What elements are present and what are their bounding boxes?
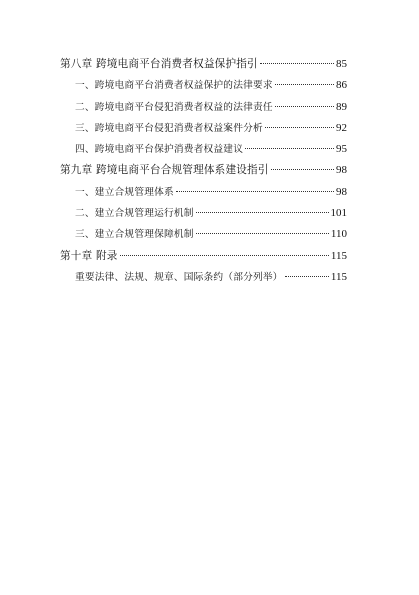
toc-dot-leader bbox=[196, 212, 329, 213]
toc-page-number: 98 bbox=[336, 185, 347, 198]
toc-entry-section[interactable] bbox=[60, 203, 347, 224]
toc-entry-title: 三、建立合规管理保障机制 bbox=[75, 229, 194, 241]
toc-page-number: 110 bbox=[330, 228, 347, 241]
toc-entry-section[interactable] bbox=[60, 139, 347, 160]
toc-dot-leader bbox=[196, 233, 329, 234]
toc-entry-section[interactable] bbox=[60, 75, 347, 96]
toc-entry-title: 二、建立合规管理运行机制 bbox=[75, 208, 194, 220]
toc-page-number: 89 bbox=[336, 100, 347, 113]
toc-page-number: 98 bbox=[336, 164, 347, 177]
toc-dot-leader bbox=[271, 169, 334, 170]
toc-dot-leader bbox=[120, 255, 329, 256]
toc-entry-title: 第十章 附录 bbox=[60, 249, 118, 262]
toc-entry-title: 三、跨境电商平台侵犯消费者权益案件分析 bbox=[75, 122, 263, 134]
toc-entry-chapter-9[interactable] bbox=[60, 160, 347, 181]
toc-dot-leader bbox=[245, 148, 334, 149]
toc-dot-leader bbox=[285, 276, 329, 277]
toc-entry-section[interactable] bbox=[60, 118, 347, 139]
toc-entry-title: 第九章 跨境电商平台合规管理体系建设指引 bbox=[60, 164, 269, 177]
toc-entry-section[interactable] bbox=[60, 267, 347, 288]
toc-entry-section[interactable] bbox=[60, 224, 347, 245]
toc-entry-title: 重要法律、法规、规章、国际条约（部分列举） bbox=[75, 271, 283, 283]
toc-dot-leader bbox=[275, 84, 334, 85]
toc-entry-section[interactable] bbox=[60, 182, 347, 203]
toc-page-number: 86 bbox=[336, 79, 347, 92]
toc-entry-title: 四、跨境电商平台保护消费者权益建议 bbox=[75, 144, 244, 156]
toc-entry-section[interactable] bbox=[60, 97, 347, 118]
toc-page-number: 115 bbox=[330, 249, 347, 262]
toc-dot-leader bbox=[275, 106, 334, 107]
toc-entry-chapter-8[interactable] bbox=[60, 54, 347, 75]
toc-entry-title: 一、建立合规管理体系 bbox=[75, 186, 174, 198]
toc-page-number: 101 bbox=[330, 207, 347, 220]
toc-dot-leader bbox=[260, 63, 334, 64]
toc-page-number: 85 bbox=[336, 58, 347, 70]
toc-entry-title: 一、跨境电商平台消费者权益保护的法律要求 bbox=[75, 80, 273, 92]
toc-entry-chapter-10[interactable] bbox=[60, 246, 347, 267]
table-of-contents bbox=[60, 54, 347, 288]
toc-entry-title: 第八章 跨境电商平台消费者权益保护指引 bbox=[60, 58, 258, 70]
toc-entry-title: 二、跨境电商平台侵犯消费者权益的法律责任 bbox=[75, 101, 273, 113]
toc-page-number: 92 bbox=[336, 121, 347, 134]
toc-page-number: 115 bbox=[330, 270, 347, 283]
toc-dot-leader bbox=[176, 191, 334, 192]
toc-dot-leader bbox=[265, 127, 334, 128]
toc-page-number: 95 bbox=[336, 143, 347, 156]
